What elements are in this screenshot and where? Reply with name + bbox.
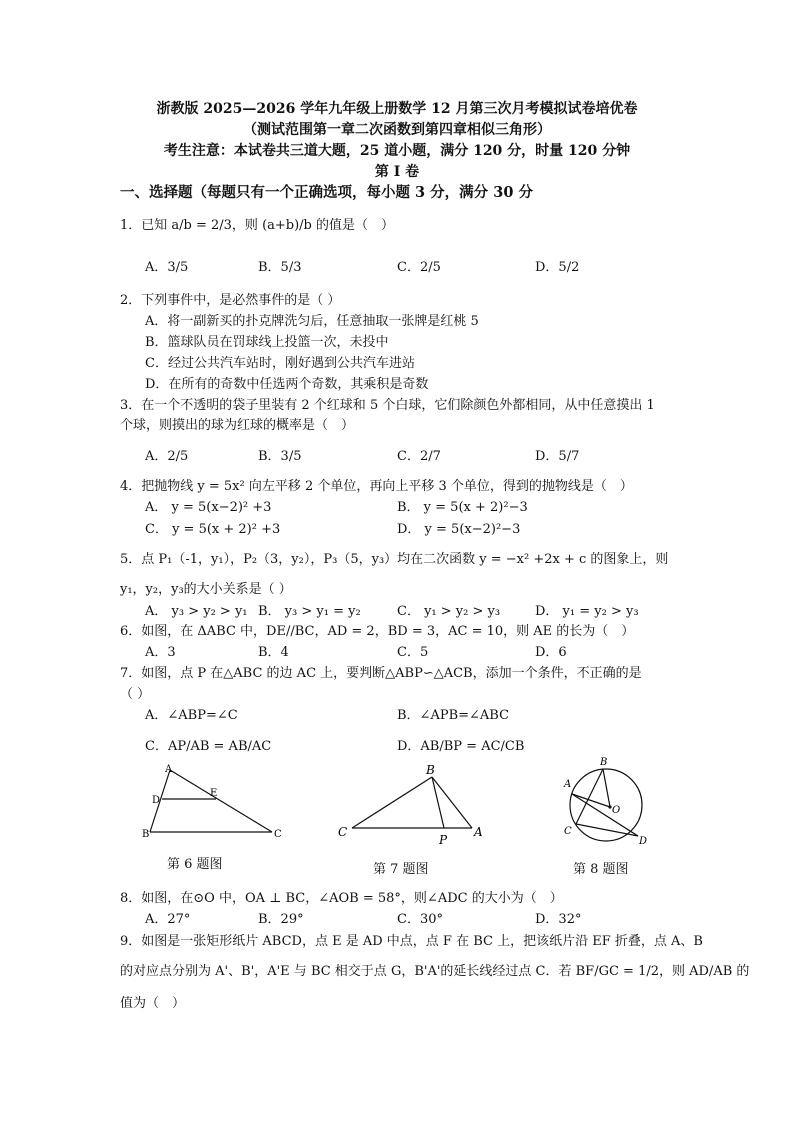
fig8-caption: 第 8 题图	[573, 862, 629, 877]
exam-title: 浙教版 2025—2026 学年九年级上册数学 12 月第三次月考模拟试卷培优卷	[156, 101, 638, 117]
fig7-label-b: B	[426, 763, 435, 777]
q4-option-c: C． y = 5(x + 2)² +3	[145, 522, 281, 537]
q5-option-d: D． y₁ = y₂ > y₃	[535, 604, 639, 619]
q1-option-c: C．2/5	[397, 260, 441, 275]
fig7-segment-cb	[352, 777, 432, 828]
q7-option-b: B．∠APB=∠ABC	[397, 708, 510, 723]
q5-line1: 5．点 P₁（-1，y₁），P₂（3，y₂），P₃（5，y₃）均在二次函数 y = −x² +2x + c 的图象上，则	[120, 552, 669, 567]
fig7-label-a: A	[474, 825, 483, 839]
q3-option-d: D．5/7	[535, 449, 580, 464]
q8-option-b: B．29°	[258, 912, 304, 927]
q8-option-d: D．32°	[535, 912, 582, 927]
q1-stem: 1．已知 a/b = 2/3，则 (a+b)/b 的值是（ ）	[120, 218, 395, 233]
q1-option-a: A．3/5	[145, 260, 189, 275]
q4-option-b: B． y = 5(x + 2)²−3	[397, 500, 528, 515]
q8-option-a: A．27°	[145, 912, 191, 927]
q7-line2: （ ）	[120, 687, 151, 702]
q4-option-d: D． y = 5(x−2)²−3	[397, 522, 521, 537]
q5-line2: y₁，y₂，y₃的大小关系是（ ）	[120, 582, 292, 597]
q9-line2: 的对应点分别为 A'、B'，A'E 与 BC 相交于点 G，B'A'的延长线经过点 C．若 BF/GC = 1/2，则 AD/AB 的	[120, 964, 750, 979]
fig8-label-b: B	[600, 757, 608, 768]
q3-option-a: A．2/5	[145, 449, 189, 464]
q3-option-c: C．2/7	[397, 449, 441, 464]
fig6-label-a: A	[165, 764, 173, 775]
fig6-caption: 第 6 题图	[167, 857, 223, 872]
q6-option-a: A．3	[145, 645, 176, 660]
q5-option-c: C． y₁ > y₂ > y₃	[397, 604, 501, 619]
q4-option-a: A． y = 5(x−2)² +3	[145, 500, 272, 515]
q1-option-d: D．5/2	[535, 260, 580, 275]
fig8-label-c: C	[564, 826, 572, 837]
fig8-label-d: D	[639, 836, 648, 847]
fig8-segment-bo	[603, 769, 610, 807]
q2-option-d: D．在所有的奇数中任选两个奇数，其乘积是奇数	[145, 377, 429, 392]
q2-stem: 2．下列事件中，是必然事件的是（ ）	[120, 293, 341, 308]
q3-option-b: B．3/5	[258, 449, 302, 464]
fig7-caption: 第 7 题图	[373, 862, 429, 877]
fig7-label-p: P	[439, 833, 448, 847]
fig7-label-c: C	[338, 825, 348, 839]
q1-option-b: B．5/3	[258, 260, 302, 275]
q7-option-d: D．AB/BP = AC/CB	[397, 739, 525, 754]
section-title: 一、选择题（每题只有一个正确选项，每小题 3 分，满分 30 分	[120, 184, 533, 201]
q3-line1: 3．在一个不透明的袋子里装有 2 个红球和 5 个白球，它们除颜色外都相同，从中任意摸出 1	[120, 398, 655, 413]
fig6-segment-ac	[170, 770, 272, 832]
q8-stem: 8．如图，在⊙O 中，OA ⊥ BC，∠AOB = 58°，则∠ADC 的大小为（ ）	[120, 891, 563, 906]
q9-line3: 值为（ ）	[120, 996, 186, 1011]
q7-line1: 7．如图，点 P 在△ABC 的边 AC 上，要判断△ABP∽△ACB，添加一个条件，不正确的是	[120, 666, 642, 681]
fig8-label-a: A	[564, 779, 572, 790]
q9-line1: 9．如图是一张矩形纸片 ABCD，点 E 是 AD 中点，点 F 在 BC 上，把该纸片沿 EF 折叠，点 A、B	[120, 934, 703, 949]
fig8-label-o: O	[612, 805, 621, 816]
q6-option-d: D．6	[535, 645, 567, 660]
q5-option-a: A． y₃ > y₂ > y₁	[145, 604, 248, 619]
q4-stem: 4．把抛物线 y = 5x² 向左平移 2 个单位，再向上平移 3 个单位，得到的抛物线是（ ）	[120, 479, 633, 494]
q6-stem: 6．如图，在 ΔABC 中，DE//BC，AD = 2，BD = 3，AC = 10，则 AE 的长为（ ）	[120, 624, 635, 639]
fig6-label-d: D	[152, 795, 161, 806]
figure-6	[138, 762, 288, 842]
q8-option-c: C．30°	[397, 912, 443, 927]
q3-line2: 个球，则摸出的球为红球的概率是（ ）	[120, 418, 355, 433]
exam-subtitle: （测试范围第一章二次函数到第四章相似三角形）	[243, 122, 551, 138]
figure-7	[334, 762, 494, 847]
figure-8	[558, 750, 658, 850]
q2-option-b: B．篮球队员在罚球线上投篮一次，未投中	[145, 335, 389, 350]
fig6-label-b: B	[142, 829, 150, 840]
q5-option-b: B． y₃ > y₁ = y₂	[258, 604, 361, 619]
fig6-label-c: C	[274, 829, 282, 840]
q6-option-b: B．4	[258, 645, 289, 660]
exam-notice: 考生注意：本试卷共三道大题，25 道小题，满分 120 分，时量 120 分钟	[163, 143, 631, 159]
q7-option-a: A．∠ABP=∠C	[145, 708, 238, 723]
fig8-segment-ao	[572, 794, 610, 807]
q2-option-c: C．经过公共汽车站时，刚好遇到公共汽车进站	[145, 356, 415, 371]
q7-option-c: C．AP/AB = AB/AC	[145, 739, 272, 754]
volume-label: 第 I 卷	[374, 164, 420, 180]
q6-option-c: C．5	[397, 645, 429, 660]
q2-option-a: A．将一副新买的扑克牌洗匀后，任意抽取一张牌是红桃 5	[145, 314, 479, 329]
fig6-label-e: E	[210, 788, 218, 799]
